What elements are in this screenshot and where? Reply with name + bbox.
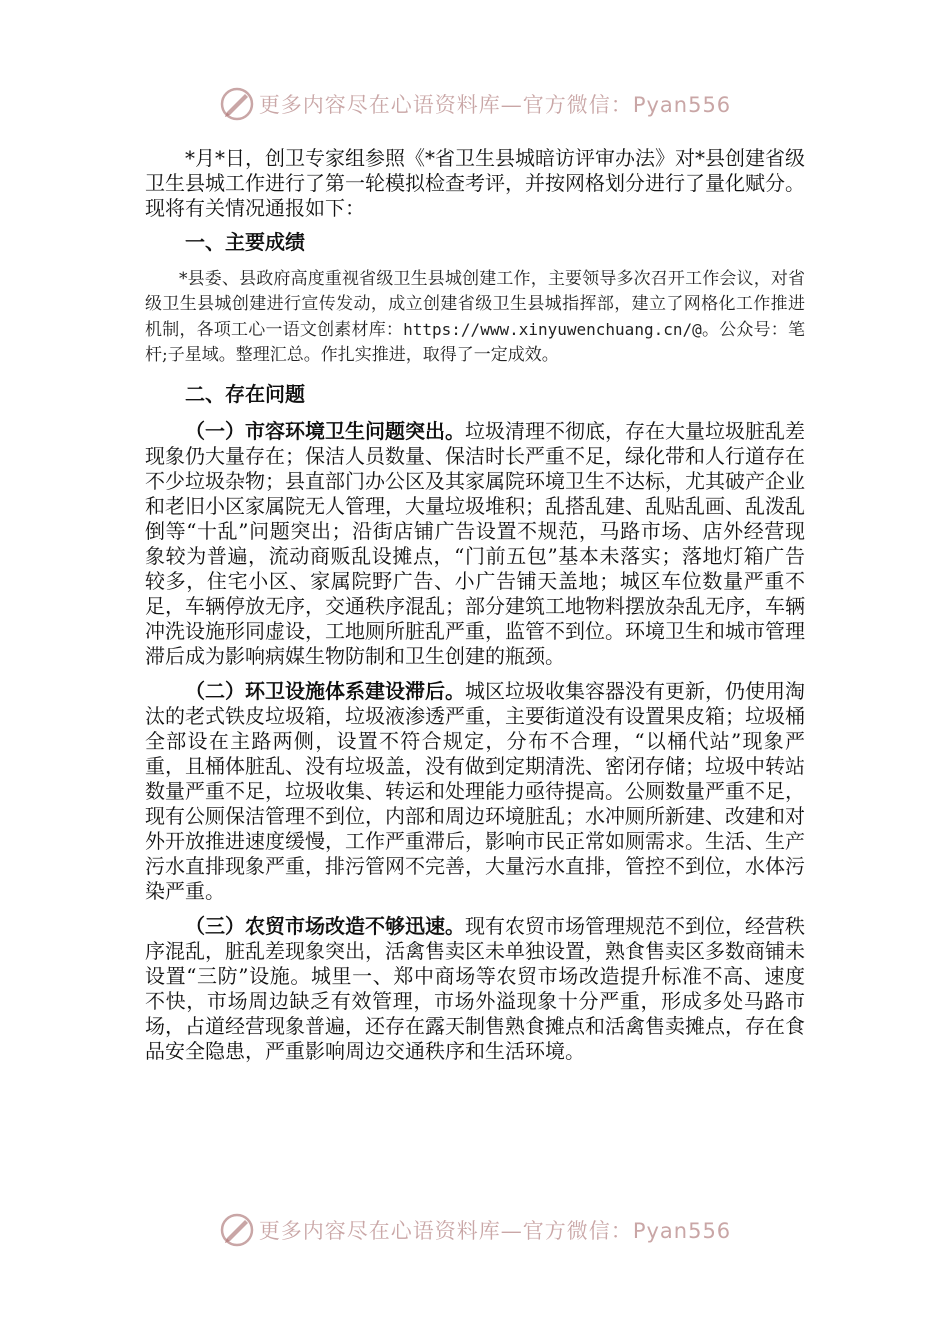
source-url: https://www.xinyuwenchuang.cn/@ <box>403 320 702 339</box>
pen-logo-icon <box>219 86 255 122</box>
header-watermark-banner <box>0 84 950 124</box>
banner-text: 更多内容尽在心语资料库—官方微信：Pyan556 <box>258 93 732 117</box>
banner-wechat-id: Pyan556 <box>632 1219 732 1243</box>
intro-paragraph: *月*日，创卫专家组参照《*省卫生县城暗访评审办法》对*县创建省级卫生县城工作进行了第一轮模拟检查考评，并按网格划分进行了量化赋分。现将有关情况通报如下： <box>145 146 805 220</box>
section-heading-achievements: 一、主要成绩 <box>185 230 305 254</box>
footer-watermark-banner <box>0 1210 950 1250</box>
problem-paragraph-2: （二）环卫设施体系建设滞后。城区垃圾收集容器没有更新，仍使用淘汰的老式铁皮垃圾箱，垃圾液渗透严重，主要街道没有设置果皮箱；垃圾桶全部设在主路两侧，设置不符合规定，分布不合理，“以桶代站”现象严重，且桶体脏乱、没有垃圾盖，没有做到定期清洗、密闭存储；垃圾中转站数量严重不足，垃圾收集、转运和处理能力亟待提高。公厕数量严重不足，现有公厕保洁管理不到位，内部和周边环境脏乱；水冲厕所新建、改建和对外开放推进速度缓慢，工作严重滞后，影响市民正常如厕需求。生活、生产污水直排现象严重，排污管网不完善，大量污水直排，管控不到位，水体污染严重。 <box>145 679 805 903</box>
banner-wechat-id: Pyan556 <box>632 93 732 117</box>
achievements-paragraph: *县委、县政府高度重视省级卫生县城创建工作，主要领导多次召开工作会议，对省级卫生县城创建进行宣传发动，成立创建省级卫生县城指挥部，建立了网格化工作推进机制，各项工心一语文创素材库：https://www.xinyuwenchuang.cn/@。公众号：笔杆;子星域。整理汇总。作扎实推进，取得了一定成效。 <box>145 269 805 365</box>
document-body <box>145 146 805 1064</box>
problem-paragraph-1: （一）市容环境卫生问题突出。垃圾清理不彻底，存在大量垃圾脏乱差现象仍大量存在；保洁人员数量、保洁时长严重不足，绿化带和人行道存在不少垃圾杂物；县直部门办公区及其家属院环境卫生不达标，尤其破产企业和老旧小区家属院无人管理，大量垃圾堆积；乱搭乱建、乱贴乱画、乱泼乱倒等“十乱”问题突出；沿街店铺广告设置不规范，马路市场、店外经营现象较为普遍，流动商贩乱设摊点，“门前五包”基本未落实；落地灯箱广告较多，住宅小区、家属院野广告、小广告铺天盖地；城区车位数量严重不足，车辆停放无序，交通秩序混乱；部分建筑工地物料摆放杂乱无序，车辆冲洗设施形同虚设，工地厕所脏乱严重，监管不到位。环境卫生和城市管理滞后成为影响病媒生物防制和卫生创建的瓶颈。 <box>145 419 805 668</box>
section-heading-problems: 二、存在问题 <box>185 382 305 406</box>
problem-paragraph-3: （三）农贸市场改造不够迅速。现有农贸市场管理规范不到位，经营秩序混乱，脏乱差现象突出，活禽售卖区未单独设置，熟食售卖区多数商铺未设置“三防”设施。城里一、郑中商场等农贸市场改造提升标准不高、速度不快，市场周边缺乏有效管理，市场外溢现象十分严重，形成多处马路市场，占道经营现象普遍，还存在露天制售熟食摊点和活禽售卖摊点，存在食品安全隐患，严重影响周边交通秩序和生活环境。 <box>145 914 805 1063</box>
pen-logo-icon <box>219 1212 255 1248</box>
banner-text: 更多内容尽在心语资料库—官方微信：Pyan556 <box>258 1219 732 1243</box>
